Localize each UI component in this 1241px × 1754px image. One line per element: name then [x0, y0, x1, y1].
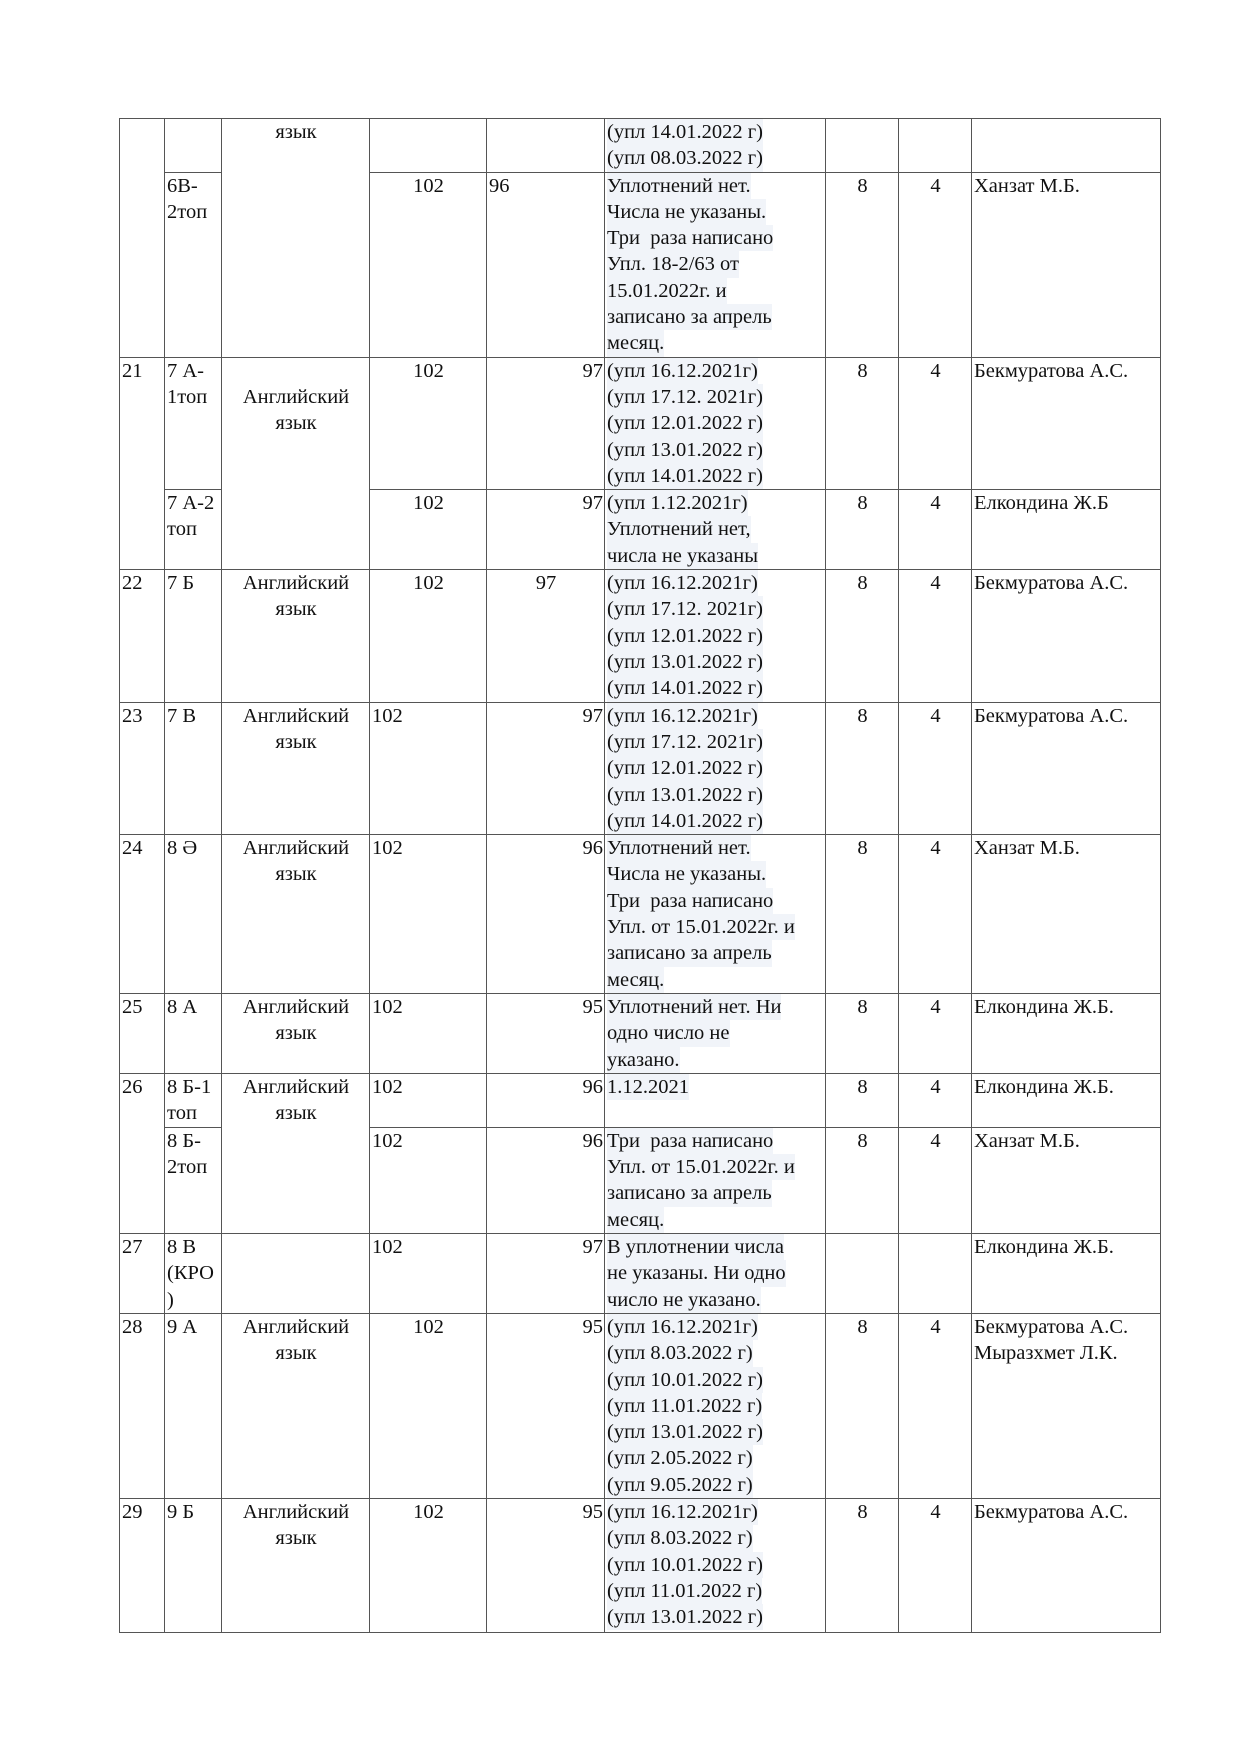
- note-line: (упл 14.01.2022 г): [607, 675, 763, 701]
- hours-cell: 102: [370, 357, 487, 489]
- teacher-cell: [972, 172, 1161, 357]
- note-line: одно число не: [607, 1020, 730, 1046]
- notes-cell: [605, 1233, 826, 1313]
- note-line: месяц.: [607, 1207, 664, 1233]
- cell-line: язык: [275, 1342, 317, 1365]
- hours-cell: [370, 119, 487, 173]
- teacher-name: Елкондина Ж.Б.: [974, 996, 1114, 1019]
- count-cell: 8: [826, 702, 899, 834]
- teacher-name: Ханзат М.Б.: [974, 837, 1080, 860]
- note-line: (упл 17.12. 2021г): [607, 384, 763, 410]
- note-line: (упл 08.03.2022 г): [607, 145, 763, 171]
- subject-cell: [222, 702, 370, 834]
- done-cell: 97: [487, 357, 605, 489]
- count-cell: 8: [826, 357, 899, 489]
- cell-line: язык: [275, 1527, 317, 1550]
- teacher-name: Бекмуратова А.С.: [974, 1315, 1129, 1338]
- class-cell: [165, 1498, 222, 1632]
- note-line: не указаны. Ни одно: [607, 1260, 786, 1286]
- subject-cell: [222, 1313, 370, 1498]
- note-line: (упл 12.01.2022 г): [607, 755, 763, 781]
- cell-line: 8 Б-1: [167, 1076, 212, 1099]
- row-number-cell: 28: [120, 1313, 165, 1498]
- row-number-cell: 25: [120, 994, 165, 1074]
- note-line: (упл 13.01.2022 г): [607, 1419, 763, 1445]
- teacher-cell: [972, 570, 1161, 702]
- teacher-cell: [972, 1313, 1161, 1498]
- class-cell: [165, 1313, 222, 1498]
- count-cell: 8: [826, 835, 899, 994]
- done-cell: 97: [487, 702, 605, 834]
- count-cell: 8: [826, 1127, 899, 1233]
- cell-line: 2топ: [167, 1156, 208, 1179]
- count2-cell: 4: [899, 357, 972, 489]
- note-line: Уплотнений нет,: [607, 516, 751, 542]
- count2-cell: 4: [899, 490, 972, 570]
- subject-cell: [222, 835, 370, 994]
- count-cell: [826, 119, 899, 173]
- row-number-cell: 21: [120, 357, 165, 569]
- row-number-cell: 22: [120, 570, 165, 702]
- cell-line: 8 В: [167, 1235, 197, 1258]
- note-line: (упл 16.12.2021г): [607, 1499, 758, 1525]
- cell-line: топ: [167, 518, 197, 541]
- notes-cell: [605, 119, 826, 173]
- done-cell: 95: [487, 1313, 605, 1498]
- table-row: [120, 1074, 1161, 1128]
- cell-line: (КРО: [167, 1262, 214, 1285]
- notes-cell: [605, 994, 826, 1074]
- count2-cell: 4: [899, 835, 972, 994]
- done-cell: 97: [487, 490, 605, 570]
- count2-cell: 4: [899, 172, 972, 357]
- done-cell: 97: [487, 570, 605, 702]
- subject-cell: [222, 1074, 370, 1234]
- hours-cell: 102: [370, 1498, 487, 1632]
- count-cell: 8: [826, 1313, 899, 1498]
- note-line: В уплотнении числа: [607, 1234, 784, 1260]
- notes-cell: [605, 1313, 826, 1498]
- class-cell: [165, 357, 222, 489]
- row-number-cell: [120, 119, 165, 358]
- note-line: Уплотнений нет.: [607, 835, 751, 861]
- cell-line: Английский: [242, 572, 350, 595]
- note-line: (упл 13.01.2022 г): [607, 437, 763, 463]
- row-number-cell: 24: [120, 835, 165, 994]
- cell-line: 7 В: [167, 704, 197, 727]
- note-line: (упл 9.05.2022 г): [607, 1472, 753, 1498]
- note-line: записано за апрель: [607, 940, 772, 966]
- note-line: Числа не указаны.: [607, 861, 766, 887]
- teacher-name: Елкондина Ж.Б.: [974, 1076, 1114, 1099]
- notes-cell: [605, 490, 826, 570]
- notes-cell: [605, 702, 826, 834]
- note-line: Уплотнений нет.: [607, 173, 751, 199]
- count-cell: 8: [826, 172, 899, 357]
- hours-cell: 102: [370, 835, 487, 994]
- cell-line: [167, 119, 220, 145]
- table-row: [120, 570, 1161, 702]
- count-cell: 8: [826, 570, 899, 702]
- note-line: 1.12.2021: [607, 1074, 689, 1100]
- count2-cell: 4: [899, 1498, 972, 1632]
- note-line: (упл 14.01.2022 г): [607, 808, 763, 834]
- cell-line: язык: [275, 121, 317, 143]
- hours-cell: 102: [370, 1074, 487, 1128]
- teacher-cell: [972, 119, 1161, 173]
- cell-line: 7 А-2: [167, 492, 215, 515]
- count2-cell: 4: [899, 994, 972, 1074]
- done-cell: 96: [487, 1127, 605, 1233]
- note-line: (упл 10.01.2022 г): [607, 1367, 763, 1393]
- count-cell: 8: [826, 490, 899, 570]
- class-cell: [165, 1233, 222, 1313]
- note-line: месяц.: [607, 967, 664, 993]
- teacher-cell: [972, 1074, 1161, 1128]
- done-cell: [487, 119, 605, 173]
- note-line: (упл 11.01.2022 г): [607, 1578, 762, 1604]
- cell-line: язык: [275, 1022, 317, 1045]
- note-line: числа не указаны: [607, 543, 758, 569]
- table-row: [120, 1498, 1161, 1632]
- note-line: (упл 17.12. 2021г): [607, 596, 763, 622]
- count2-cell: 4: [899, 1127, 972, 1233]
- table-row: [120, 119, 1161, 173]
- hours-cell: 102: [370, 994, 487, 1074]
- cell-line: 8 Б-: [167, 1129, 201, 1152]
- note-line: (упл 13.01.2022 г): [607, 782, 763, 808]
- note-line: 15.01.2022г. и: [607, 278, 727, 304]
- plan-table: [119, 118, 1161, 1633]
- note-line: (упл 11.01.2022 г): [607, 1393, 762, 1419]
- notes-cell: [605, 1127, 826, 1233]
- cell-line: Английский: [242, 996, 350, 1019]
- note-line: (упл 16.12.2021г): [607, 358, 758, 384]
- cell-line: 1топ: [167, 385, 208, 408]
- cell-line: ): [167, 1288, 174, 1311]
- note-line: (упл 14.01.2022 г): [607, 119, 763, 145]
- teacher-cell: [972, 1127, 1161, 1233]
- notes-cell: [605, 357, 826, 489]
- table-row: [120, 1233, 1161, 1313]
- teacher-name: Ханзат М.Б.: [974, 174, 1080, 197]
- hours-cell: 102: [370, 570, 487, 702]
- cell-line: 8 Ә: [167, 837, 198, 860]
- count2-cell: 4: [899, 1074, 972, 1128]
- done-cell: 96: [487, 1074, 605, 1128]
- note-line: Уплотнений нет. Ни: [607, 994, 781, 1020]
- notes-cell: [605, 1498, 826, 1632]
- cell-line: Английский: [242, 704, 350, 727]
- table-row: [120, 835, 1161, 994]
- cell-line: 7 Б: [167, 572, 195, 595]
- note-line: указано.: [607, 1047, 680, 1073]
- cell-line: язык: [275, 1102, 317, 1125]
- note-line: (упл 16.12.2021г): [607, 703, 758, 729]
- note-line: месяц.: [607, 330, 664, 356]
- subject-cell: [222, 1498, 370, 1632]
- done-cell: 96: [487, 835, 605, 994]
- note-line: Упл. 18-2/63 от: [607, 251, 739, 277]
- done-cell: 96: [487, 172, 605, 357]
- subject-cell: [222, 357, 370, 569]
- count2-cell: 4: [899, 570, 972, 702]
- cell-line: Английский: [242, 385, 350, 408]
- class-cell: [165, 570, 222, 702]
- cell-line: [224, 358, 368, 384]
- note-line: (упл 12.01.2022 г): [607, 410, 763, 436]
- teacher-cell: [972, 702, 1161, 834]
- cell-line: язык: [275, 598, 317, 621]
- note-line: (упл 8.03.2022 г): [607, 1340, 753, 1366]
- note-line: Упл. от 15.01.2022г. и: [607, 1154, 795, 1180]
- note-line: (упл 14.01.2022 г): [607, 463, 763, 489]
- cell-line: 8 А: [167, 996, 198, 1019]
- cell-line: 2топ: [167, 200, 208, 223]
- note-line: (упл 13.01.2022 г): [607, 649, 763, 675]
- done-cell: 95: [487, 994, 605, 1074]
- class-cell: [165, 1127, 222, 1233]
- teacher-name: Елкондина Ж.Б: [974, 492, 1109, 515]
- cell-line: 6В-: [167, 174, 198, 197]
- cell-line: [224, 1234, 368, 1260]
- note-line: (упл 17.12. 2021г): [607, 729, 763, 755]
- note-line: Три раза написано: [607, 1128, 773, 1154]
- note-line: число не указано.: [607, 1287, 761, 1313]
- teacher-name: Бекмуратова А.С.: [974, 1500, 1129, 1523]
- note-line: Числа не указаны.: [607, 199, 766, 225]
- teacher-name: Бекмуратова А.С.: [974, 704, 1129, 727]
- note-line: записано за апрель: [607, 1180, 772, 1206]
- class-cell: [165, 172, 222, 357]
- notes-cell: [605, 835, 826, 994]
- count-cell: 8: [826, 1074, 899, 1128]
- teacher-cell: [972, 1233, 1161, 1313]
- teacher-name: Мыразхмет Л.К.: [974, 1342, 1118, 1365]
- hours-cell: 102: [370, 1127, 487, 1233]
- cell-line: язык: [275, 412, 317, 435]
- note-line: Три раза написано: [607, 888, 773, 914]
- count2-cell: 4: [899, 1313, 972, 1498]
- teacher-name: Бекмуратова А.С.: [974, 359, 1129, 382]
- note-line: (упл 8.03.2022 г): [607, 1525, 753, 1551]
- cell-line: Английский: [242, 837, 350, 860]
- cell-line: 7 А-: [167, 359, 205, 382]
- count-cell: 8: [826, 1498, 899, 1632]
- notes-cell: [605, 570, 826, 702]
- teacher-cell: [972, 357, 1161, 489]
- class-cell: [165, 994, 222, 1074]
- table-row: [120, 702, 1161, 834]
- cell-line: топ: [167, 1102, 197, 1125]
- teacher-name: Елкондина Ж.Б.: [974, 1235, 1114, 1258]
- table-row: [120, 994, 1161, 1074]
- row-number-cell: 27: [120, 1233, 165, 1313]
- note-line: (упл 16.12.2021г): [607, 570, 758, 596]
- cell-line: язык: [275, 730, 317, 753]
- teacher-name: Бекмуратова А.С.: [974, 572, 1129, 595]
- class-cell: [165, 835, 222, 994]
- teacher-cell: [972, 490, 1161, 570]
- teacher-cell: [972, 835, 1161, 994]
- subject-cell: [222, 1233, 370, 1313]
- table-row: [120, 1313, 1161, 1498]
- teacher-cell: [972, 1498, 1161, 1632]
- note-line: (упл 2.05.2022 г): [607, 1445, 753, 1471]
- row-number-cell: 29: [120, 1498, 165, 1632]
- hours-cell: 102: [370, 1313, 487, 1498]
- count-cell: [826, 1233, 899, 1313]
- hours-cell: 102: [370, 490, 487, 570]
- count2-cell: [899, 119, 972, 173]
- note-line: (упл 1.12.2021г): [607, 490, 748, 516]
- hours-cell: 102: [370, 702, 487, 834]
- cell-line: Английский: [242, 1315, 350, 1338]
- cell-line: Английский: [242, 1076, 350, 1099]
- count2-cell: 4: [899, 702, 972, 834]
- class-cell: [165, 702, 222, 834]
- note-line: (упл 13.01.2022 г): [607, 1604, 763, 1630]
- row-number-cell: 26: [120, 1074, 165, 1234]
- note-line: Три раза написано: [607, 225, 773, 251]
- cell-line: язык: [275, 863, 317, 886]
- note-line: Упл. от 15.01.2022г. и: [607, 914, 795, 940]
- done-cell: 95: [487, 1498, 605, 1632]
- cell-line: 9 А: [167, 1315, 198, 1338]
- class-cell: [165, 490, 222, 570]
- note-line: (упл 12.01.2022 г): [607, 623, 763, 649]
- cell-line: Английский: [242, 1500, 350, 1523]
- cell-line: 9 Б: [167, 1500, 195, 1523]
- note-line: записано за апрель: [607, 304, 772, 330]
- notes-cell: [605, 1074, 826, 1128]
- count2-cell: [899, 1233, 972, 1313]
- done-cell: 97: [487, 1233, 605, 1313]
- teacher-name: Ханзат М.Б.: [974, 1129, 1080, 1152]
- note-line: (упл 16.12.2021г): [607, 1314, 758, 1340]
- note-line: (упл 10.01.2022 г): [607, 1552, 763, 1578]
- table-row: [120, 357, 1161, 489]
- row-number-cell: 23: [120, 702, 165, 834]
- class-cell: [165, 119, 222, 173]
- subject-cell: [222, 570, 370, 702]
- subject-cell: [222, 994, 370, 1074]
- hours-cell: 102: [370, 172, 487, 357]
- hours-cell: 102: [370, 1233, 487, 1313]
- teacher-cell: [972, 994, 1161, 1074]
- subject-cell: [222, 119, 370, 358]
- notes-cell: [605, 172, 826, 357]
- class-cell: [165, 1074, 222, 1128]
- count-cell: 8: [826, 994, 899, 1074]
